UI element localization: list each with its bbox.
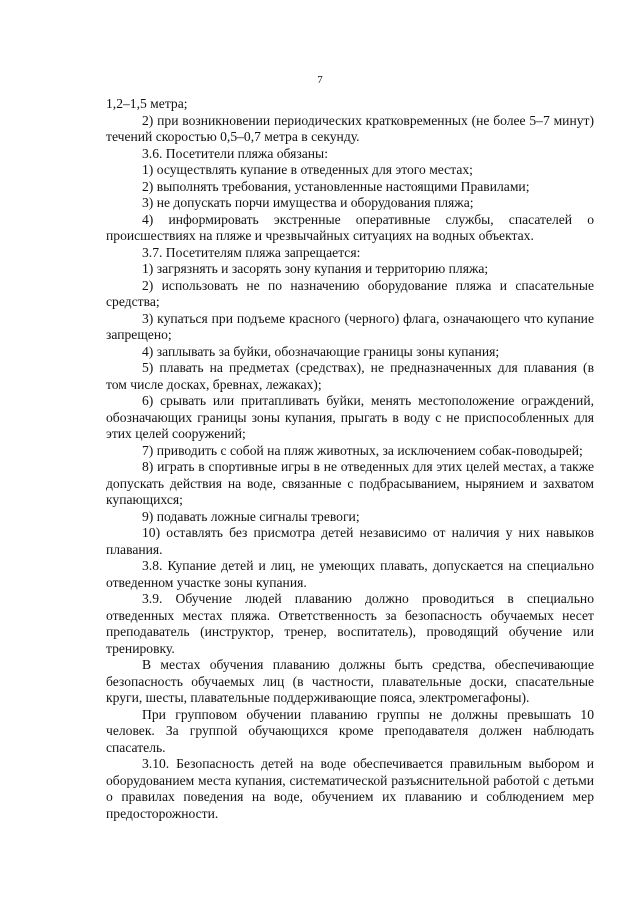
list-item: 4) заплывать за буйки, обозначающие границы зоны купания; [142,343,500,359]
list-item: 1) загрязнять и засорять зону купания и территорию пляжа; [142,261,489,276]
document-body [106,96,594,822]
list-item: 3) не допускать порчи имущества и оборудования пляжа; [142,195,474,210]
list-item: 5) плавать на предметах (средствах), не предназначенных для плавания (в том числе досках, бревнах, лежаках); [106,360,594,392]
paragraph: При групповом обучении плаванию группы не должны превышать 10 человек. За группой обучающихся кроме преподавателя должен наблюдать спасатель. [106,706,594,755]
list-item: 7) приводить с собой на пляж животных, за исключением собак-поводырей; [142,442,583,458]
paragraph: 1,2–1,5 метра; [106,96,188,111]
paragraph: В местах обучения плаванию должны быть средства, обеспечивающие безопасность обучаемых лиц (в частности, плавательные доски, спасательные круги, шесты, плавательные поддерживающие пояса, электромегафоны). [106,657,594,705]
list-item: 1) осуществлять купание в отведенных для этого местах; [142,162,473,177]
list-item: 10) оставлять без присмотра детей независимо от наличия у них навыков плавания. [106,525,594,557]
page-number: 7 [317,74,323,86]
section-heading: 3.6. Посетители пляжа обязаны: [142,145,328,161]
list-item: 3) купаться при подъеме красного (черного) флага, означающего что купание запрещено; [106,310,594,342]
section-paragraph: 3.9. Обучение людей плаванию должно проводиться в специально отведенных местах пляжа. Ответственность за безопасность обучаемых несет преподаватель (инструктор, тренер, воспитатель), проводящий обучение или тренировку. [106,591,594,656]
list-item: 8) играть в спортивные игры в не отведенных для этих целей местах, а также допускать действия на воде, связанные с подбрасыванием, нырянием и захватом купающихся; [106,459,594,507]
list-item: 4) информировать экстренные оперативные службы, спасателей о происшествиях на пляже и чрезвычайных ситуациях на водных объектах. [106,211,594,243]
list-item: 2) выполнять требования, установленные настоящими Правилами; [142,178,530,194]
section-heading: 3.7. Посетителям пляжа запрещается: [142,244,361,260]
list-item: 9) подавать ложные сигналы тревоги; [142,508,360,524]
list-item: 6) срывать или притапливать буйки, менять местоположение ограждений, обозначающих границы зоны купания, прыгать в воду с не приспособленных для этих целей сооружений; [106,393,594,441]
section-paragraph: 3.10. Безопасность детей на воде обеспечивается правильным выбором и оборудованием места купания, систематической разъяснительной работой с детьми о правилах поведения на воде, обучением их плаванию и соблюдением мер предосторожности. [106,756,594,821]
paragraph: 2) при возникновении периодических кратковременных (не более 5–7 минут) течений скоростью 0,5–0,7 метра в секунду. [106,112,594,144]
list-item: 2) использовать не по назначению оборудование пляжа и спасательные средства; [106,277,594,309]
section-paragraph: 3.8. Купание детей и лиц, не умеющих плавать, допускается на специально отведенном участке зоны купания. [106,558,594,590]
